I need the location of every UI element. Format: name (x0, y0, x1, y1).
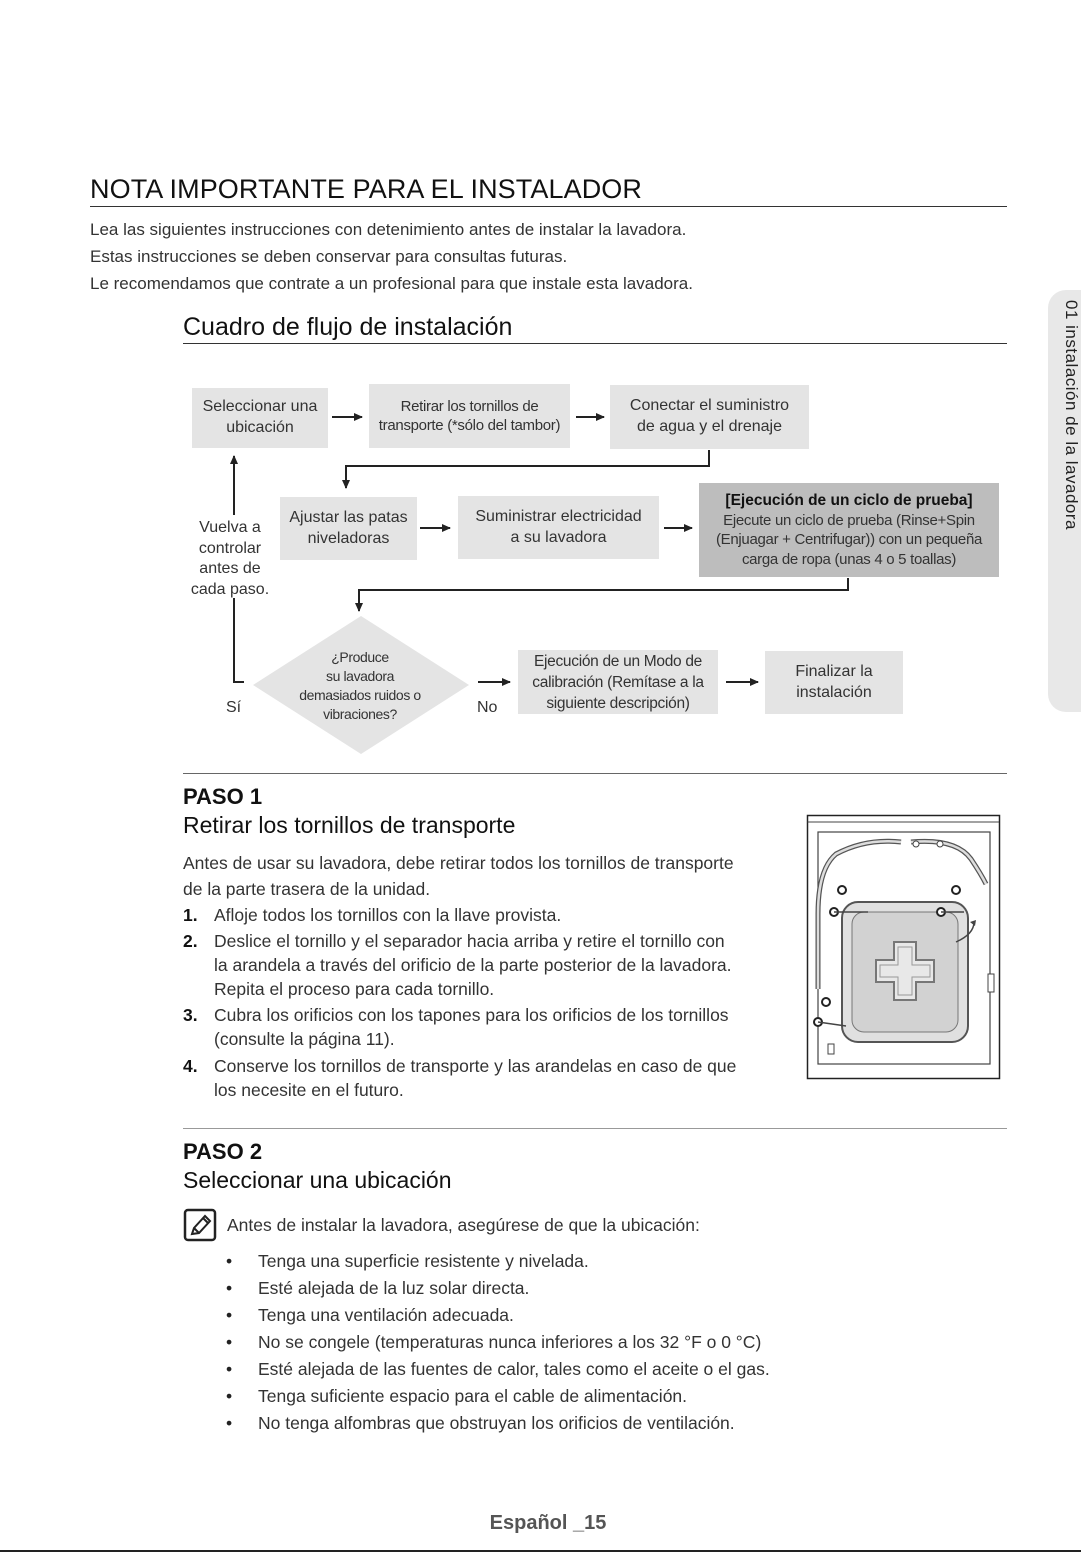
intro-line: Lea las siguientes instrucciones con detenimiento antes de instalar la lavadora. (90, 220, 687, 239)
flow-step-text: calibración (Remítase a la (532, 673, 704, 691)
bullet-text: Esté alejada de la luz solar directa. (258, 1278, 530, 1298)
washer-back-illustration (806, 814, 1001, 1080)
flow-step-connect-water (610, 385, 809, 449)
list-item (226, 1329, 866, 1356)
flow-step-text: Finalizar la (795, 662, 873, 680)
bullet-text: No se congele (temperaturas nunca inferiores a los 32 °F o 0 °C) (258, 1332, 762, 1352)
section-divider (183, 1128, 1007, 1129)
list-number: 4. (183, 1056, 198, 1076)
text-line: de la parte trasera de la unidad. (183, 879, 431, 899)
step2-subheading: Seleccionar una ubicación (183, 1167, 452, 1193)
step2-note: Antes de instalar la lavadora, asegúrese de que la ubicación: (227, 1215, 700, 1235)
arrow-down (346, 450, 709, 488)
decision-yes-label: Sí (226, 699, 242, 716)
text-line: Repita el proceso para cada tornillo. (214, 979, 495, 999)
flow-step-text: Suministrar electricidad (475, 507, 642, 525)
text-line: Cubra los orificios con los tapones para los orificios de los tornillos (214, 1005, 729, 1025)
bullet-text: Tenga suficiente espacio para el cable de alimentación. (258, 1386, 688, 1406)
flow-step-text: Ejecución de un Modo de (533, 652, 702, 670)
bullet: • (226, 1386, 233, 1406)
bullet: • (226, 1251, 233, 1271)
text-line: (consulte la página 11). (214, 1029, 395, 1049)
step1-heading: PASO 1 (183, 784, 263, 809)
flow-step-text: Conectar el suministro (629, 397, 790, 415)
flow-step-test-cycle (699, 483, 999, 577)
loop-note-line: cada paso. (190, 580, 270, 598)
chapter-tab-label: 01 instalación de la lavadora (1062, 300, 1081, 530)
page-number: Español _15 (489, 1512, 607, 1534)
flow-step-text: a su lavadora (510, 528, 607, 546)
flow-step-power (458, 496, 659, 559)
flowchart-title: Cuadro de flujo de instalación (183, 313, 513, 341)
text-line: la arandela a través del orificio de la parte posterior de la lavadora. (214, 955, 732, 975)
list-item (226, 1248, 866, 1275)
flow-step-text: Seleccionar una (202, 398, 318, 416)
text-line: Antes de usar su lavadora, debe retirar todos los tornillos de transporte (183, 853, 734, 873)
text-line: Afloje todos los tornillos con la llave provista. (214, 905, 562, 925)
list-item (226, 1410, 866, 1437)
list-number: 2. (183, 931, 198, 951)
bullet-text: Tenga una superficie resistente y nivelada. (258, 1251, 589, 1271)
list-item (226, 1302, 866, 1329)
bullet: • (226, 1413, 233, 1433)
flow-step-text: Retirar los tornillos de (400, 397, 539, 415)
text-line: los necesite en el futuro. (214, 1080, 404, 1100)
bullet: • (226, 1359, 233, 1379)
flow-step-text: (Enjuagar + Centrifugar)) con un pequeña (715, 531, 983, 549)
intro-line: Le recomendamos que contrate a un profesional para que instale esta lavadora. (90, 274, 693, 293)
flow-step-select-location (192, 388, 328, 448)
flow-step-text: Ejecute un ciclo de prueba (Rinse+Spin (723, 511, 975, 529)
bullet-text: No tenga alfombras que obstruyan los orificios de ventilación. (258, 1413, 735, 1433)
list-number: 1. (183, 905, 198, 925)
list-item (183, 1054, 793, 1102)
flow-step-text: siguiente descripción) (546, 694, 690, 712)
loop-note-line: Vuelva a (199, 519, 261, 536)
flow-step-calibration (518, 650, 718, 714)
decision-line: demasiados ruidos o (299, 687, 421, 703)
list-item (226, 1356, 866, 1383)
flow-step-text: de agua y el drenaje (636, 418, 782, 435)
list-item (183, 902, 793, 928)
list-item (226, 1275, 866, 1302)
text-line: Conserve los tornillos de transporte y las arandelas en caso de que (214, 1056, 737, 1076)
flow-step-text: instalación (796, 683, 872, 701)
flow-step-adjust-legs (280, 497, 417, 560)
decision-no-label: No (477, 699, 498, 716)
intro-line: Estas instrucciones se deben conservar para consultas futuras. (90, 247, 568, 266)
flow-step-remove-bolts (369, 384, 570, 448)
bullet: • (226, 1278, 233, 1298)
decision-line: su lavadora (326, 668, 394, 684)
location-requirements-list (226, 1248, 866, 1437)
flow-step-finish (765, 651, 903, 714)
decision-line: ¿Produce (331, 649, 389, 665)
list-item (183, 929, 793, 1001)
arrow-down (359, 578, 848, 611)
loop-note-line: controlar (198, 539, 262, 557)
note-icon (183, 1208, 217, 1242)
page-title: NOTA IMPORTANTE PARA EL INSTALADOR (90, 174, 643, 204)
bullet-text: Tenga una ventilación adecuada. (258, 1305, 514, 1325)
flow-step-text: carga de ropa (unas 4 o 5 toallas) (741, 550, 957, 568)
page-bottom-rule (0, 1550, 1081, 1552)
bullet: • (226, 1332, 233, 1352)
bullet-text: Esté alejada de las fuentes de calor, tales como el aceite o el gas. (258, 1359, 770, 1379)
text-line: Deslice el tornillo y el separador hacia arriba y retire el tornillo con (214, 931, 725, 951)
bullet: • (226, 1305, 233, 1325)
flow-step-text: Ajustar las patas (289, 508, 408, 526)
list-number: 3. (183, 1005, 198, 1025)
step1-list (183, 902, 793, 1102)
loop-note-line: antes de (199, 560, 261, 577)
step1-intro (183, 850, 793, 902)
decision-line: vibraciones? (323, 706, 397, 722)
loop-note (182, 518, 278, 600)
list-item (226, 1383, 866, 1410)
step2-heading: PASO 2 (183, 1139, 263, 1164)
flow-step-title: [Ejecución de un ciclo de prueba] (725, 491, 973, 509)
decision-text (290, 648, 430, 724)
flow-step-text: transporte (*sólo del tambor) (378, 417, 561, 434)
flow-step-text: ubicación (226, 419, 294, 436)
loop-line (234, 598, 244, 682)
section-divider (183, 773, 1007, 774)
list-item (183, 1003, 793, 1051)
flow-step-text: niveladoras (307, 529, 390, 547)
step1-subheading: Retirar los tornillos de transporte (183, 812, 516, 838)
